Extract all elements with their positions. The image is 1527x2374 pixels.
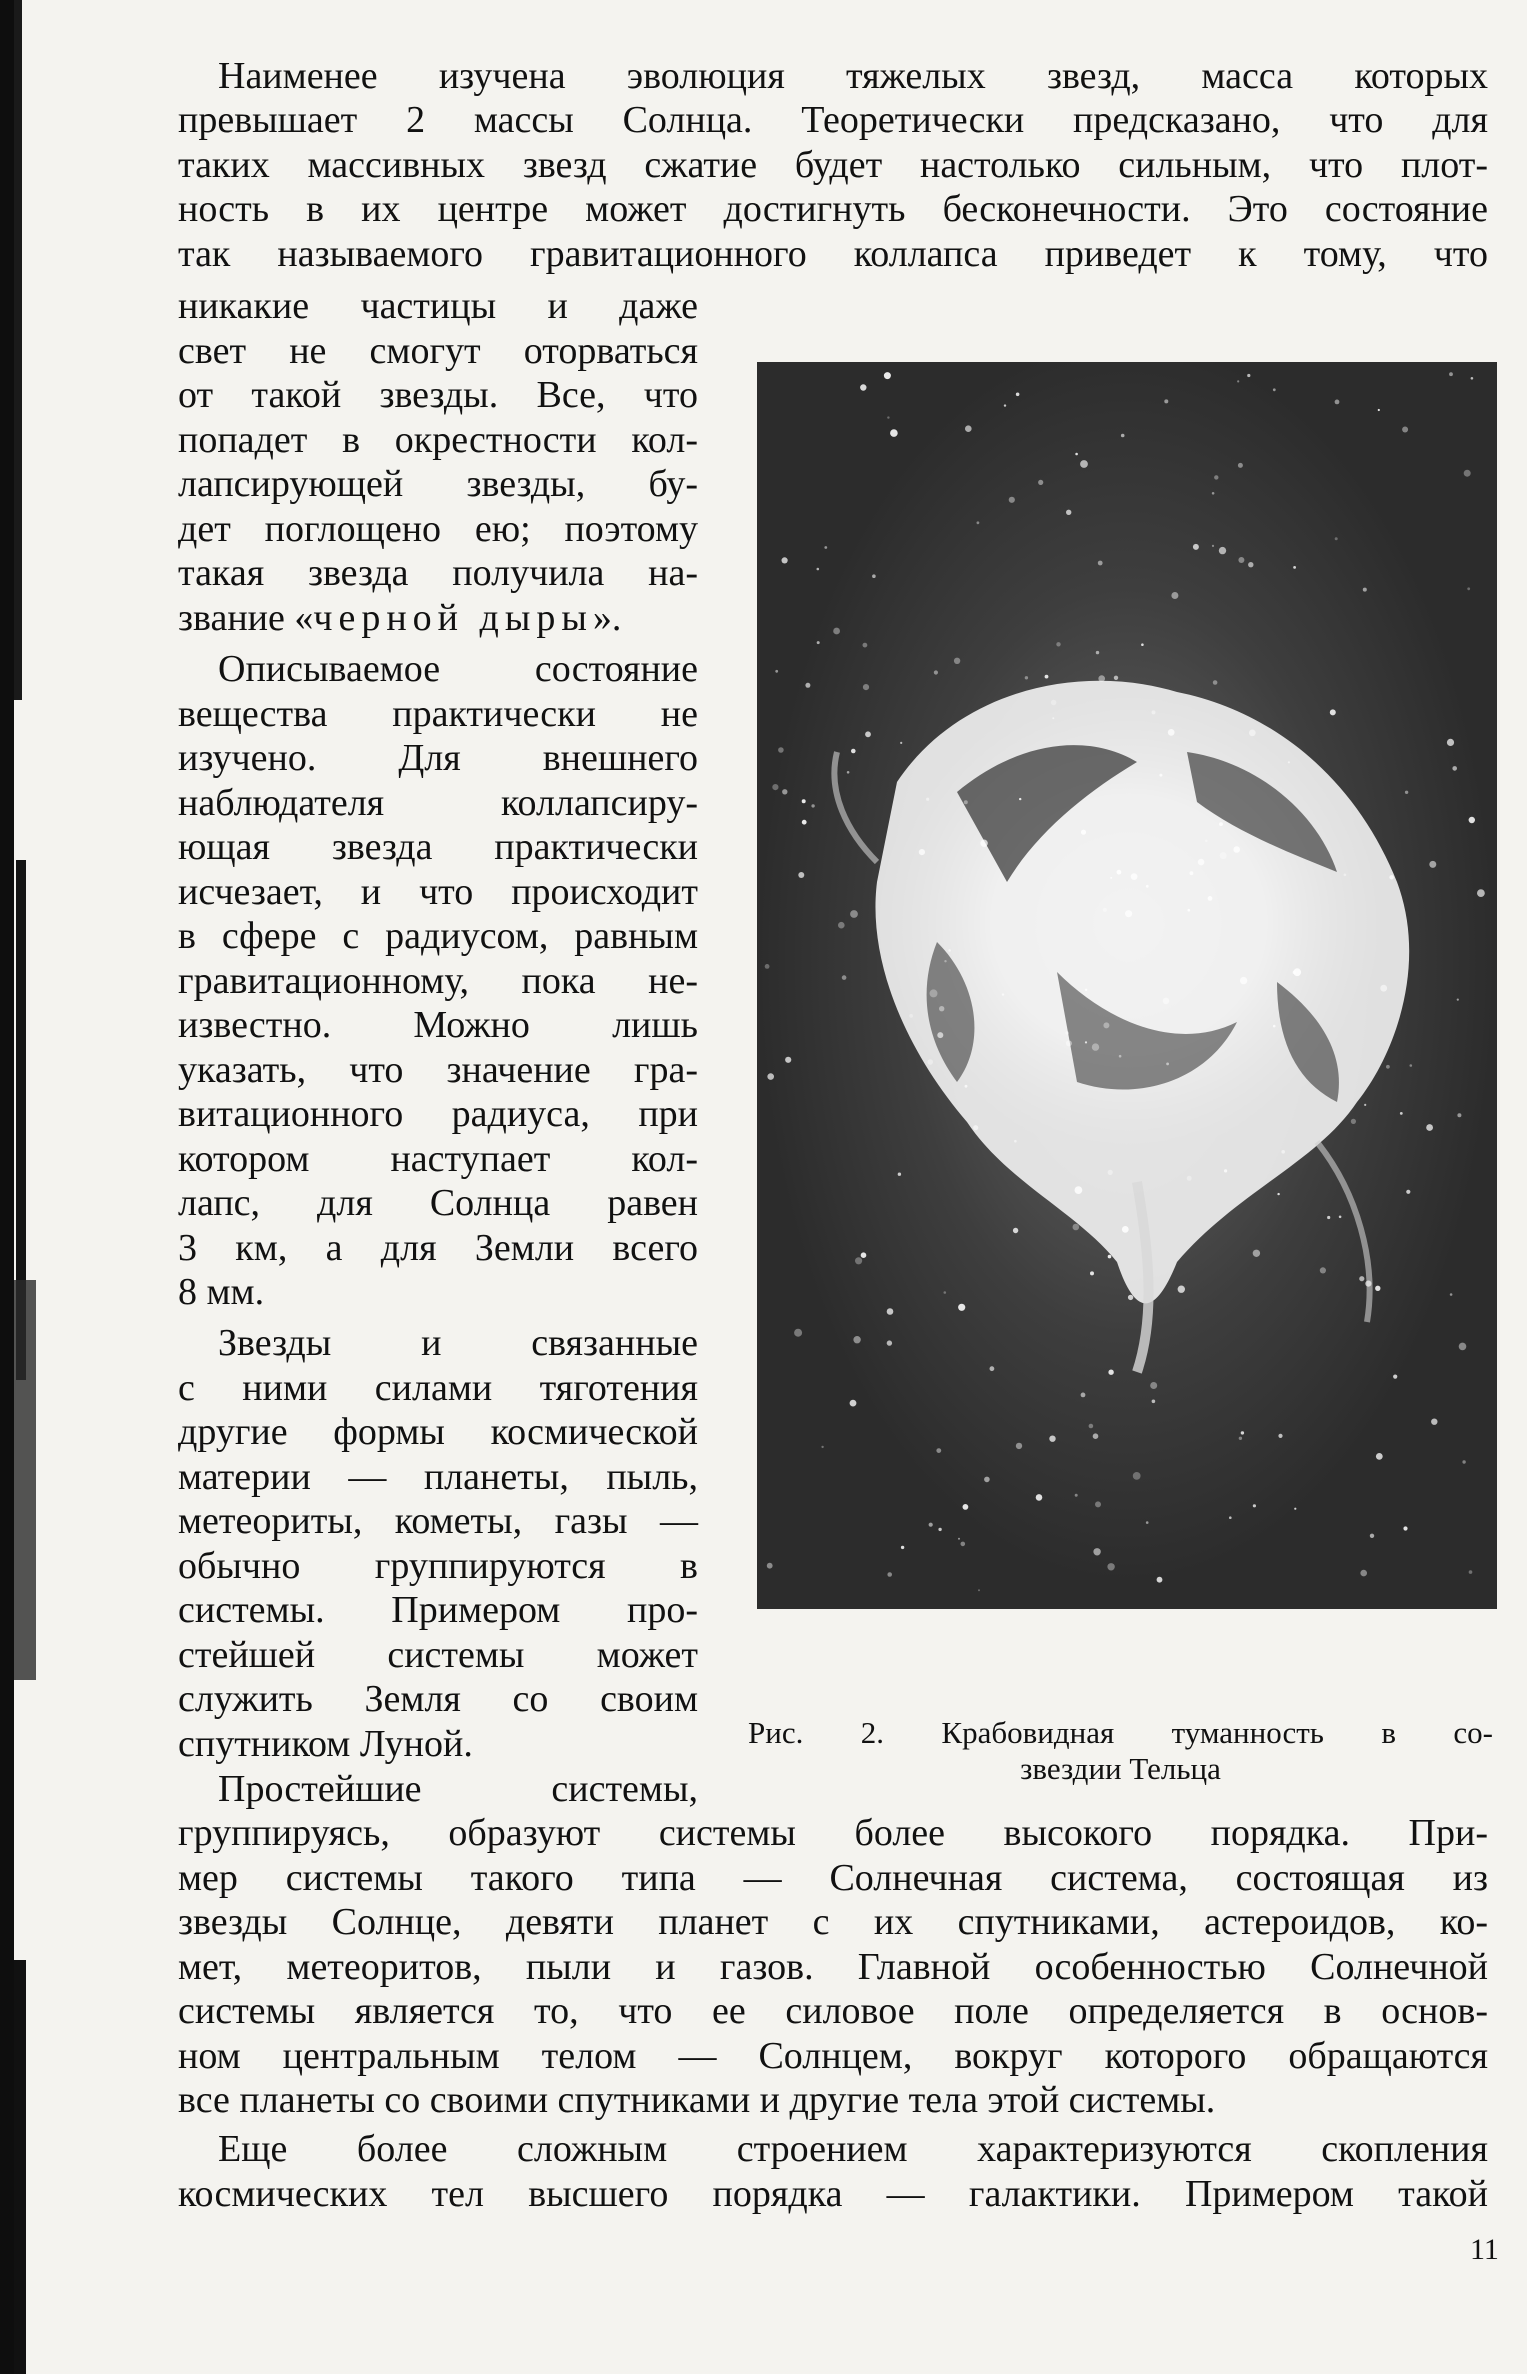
- star-dot: [1014, 1140, 1017, 1143]
- star-dot: [1188, 909, 1191, 912]
- star-dot: [1016, 1443, 1022, 1449]
- star-dot: [929, 1523, 933, 1527]
- text-line: в сфере с радиусом, равным: [178, 915, 698, 957]
- star-dot: [1360, 1570, 1367, 1577]
- star-dot: [1477, 889, 1485, 897]
- star-dot: [1081, 830, 1086, 835]
- star-dot: [1108, 1370, 1113, 1375]
- star-dot: [1320, 1267, 1326, 1273]
- star-dot: [863, 643, 868, 648]
- text-line: другие формы космической: [178, 1411, 698, 1453]
- star-dot: [1214, 475, 1218, 479]
- text-line: Простейшие системы,: [218, 1768, 698, 1810]
- text-line: Описываемое состояние: [218, 648, 698, 690]
- page-number: 11: [1470, 2233, 1499, 2266]
- star-dot: [1163, 998, 1170, 1005]
- star-dot: [1073, 1224, 1080, 1231]
- star-dot: [1004, 404, 1006, 406]
- star-dot: [1075, 453, 1078, 456]
- text-line: ющая звезда практически: [178, 826, 698, 868]
- star-dot: [934, 670, 938, 674]
- star-dot: [1085, 1041, 1087, 1043]
- star-dot: [1248, 562, 1253, 567]
- star-dot: [1187, 1176, 1192, 1181]
- text-line: Еще более сложным строением характеризуются скопления: [218, 2128, 1488, 2170]
- star-dot: [1370, 1534, 1374, 1538]
- star-dot: [1103, 908, 1107, 912]
- star-dot: [1009, 497, 1015, 503]
- star-dot: [958, 1304, 965, 1311]
- star-dot: [1237, 380, 1239, 382]
- star-dot: [927, 1059, 933, 1065]
- star-dot: [1114, 676, 1118, 680]
- text-line: системы является то, что ее силовое поле определяется в основ-: [178, 1990, 1488, 2032]
- star-dot: [1171, 592, 1178, 599]
- star-dot: [887, 1308, 894, 1315]
- star-dot: [887, 1340, 892, 1345]
- star-dot: [798, 872, 804, 878]
- star-dot: [1238, 463, 1243, 468]
- text-line: космических тел высшего порядка — галактики. Примером такой: [178, 2173, 1488, 2215]
- star-dot: [1092, 1043, 1099, 1050]
- text-line: лапс, для Солнца равен: [178, 1182, 698, 1224]
- text-line: метеориты, кометы, газы —: [178, 1500, 698, 1542]
- text-line: известно. Можно лишь: [178, 1004, 698, 1046]
- star-dot: [1103, 1022, 1109, 1028]
- star-dot: [1464, 470, 1471, 477]
- star-dot: [802, 820, 807, 825]
- star-dot: [936, 1448, 941, 1453]
- star-dot: [937, 1032, 943, 1038]
- text-line: котором наступает кол-: [178, 1138, 698, 1180]
- star-dot: [772, 784, 778, 790]
- text-line: Наименее изучена эволюция тяжелых звезд, масса которых: [218, 55, 1488, 97]
- star-dot: [855, 1257, 862, 1264]
- text-line: так называемого гравитационного коллапса приведет к тому, что: [178, 233, 1488, 275]
- star-dot: [1273, 1025, 1276, 1028]
- text-line: системы. Примером про-: [178, 1589, 698, 1631]
- star-dot: [821, 1446, 823, 1448]
- text-line: таких массивных звезд сжатие будет настолько сильным, что плот-: [178, 144, 1488, 186]
- star-dot: [1098, 675, 1105, 682]
- star-dot: [1467, 587, 1470, 590]
- star-dot: [1335, 400, 1340, 405]
- star-dot: [890, 429, 898, 437]
- star-dot: [939, 1006, 944, 1011]
- star-dot: [887, 1572, 892, 1577]
- star-dot: [765, 964, 770, 969]
- star-dot: [984, 1477, 990, 1483]
- star-dot: [1229, 1516, 1232, 1519]
- star-dot: [1178, 1286, 1185, 1293]
- star-dot: [1133, 1472, 1141, 1480]
- star-dot: [1405, 791, 1408, 794]
- text-line: мет, метеоритов, пыли и газов. Главной особенностью Солнечной: [178, 1946, 1488, 1988]
- star-dot: [1128, 1295, 1133, 1300]
- star-dot: [1146, 1521, 1149, 1524]
- star-dot: [1288, 761, 1290, 763]
- crab-nebula-photo: [757, 362, 1497, 1609]
- star-dot: [1038, 480, 1043, 485]
- star-dot: [853, 1336, 860, 1343]
- star-dot: [1045, 675, 1049, 679]
- star-dot: [1108, 1255, 1112, 1259]
- star-dot: [778, 747, 784, 753]
- star-dot: [1375, 1286, 1380, 1291]
- star-dot: [1294, 1508, 1296, 1510]
- star-dot: [1208, 896, 1213, 901]
- text-line: все планеты со своими спутниками и другие тела этой системы.: [178, 2079, 1216, 2121]
- star-dot: [980, 840, 987, 847]
- star-dot: [1146, 885, 1149, 888]
- star-dot: [850, 910, 858, 918]
- star-dot: [865, 731, 871, 737]
- star-dot: [1253, 1504, 1256, 1507]
- star-dot: [1327, 1216, 1330, 1219]
- star-dot: [1025, 676, 1028, 679]
- star-dot: [1247, 374, 1250, 377]
- star-dot: [1447, 739, 1454, 746]
- text-line: изучено. Для внешнего: [178, 737, 698, 779]
- star-dot: [1152, 1400, 1156, 1404]
- star-dot: [802, 799, 806, 803]
- star-dot: [961, 1542, 966, 1547]
- star-dot: [860, 384, 866, 390]
- star-dot: [782, 789, 787, 794]
- text-line: вещества практически не: [178, 693, 698, 735]
- star-dot: [1239, 1437, 1242, 1440]
- star-dot: [1293, 566, 1296, 569]
- text-line: звезды Солнце, девяти планет с их спутниками, астероидов, ко-: [178, 1901, 1488, 1943]
- star-dot: [1219, 822, 1223, 826]
- star-dot: [1277, 1193, 1279, 1195]
- star-dot: [1431, 1419, 1437, 1425]
- star-dot: [1056, 642, 1060, 646]
- star-dot: [884, 372, 891, 379]
- binding-edge: [0, 0, 40, 2374]
- star-dot: [1066, 1040, 1072, 1046]
- star-dot: [1213, 680, 1218, 685]
- text-line: дет поглощено ею; поэтому: [178, 508, 698, 550]
- star-dot: [1351, 1119, 1356, 1124]
- star-dot: [1093, 1433, 1099, 1439]
- text-line: ном центральным телом — Солнцем, вокруг которого обращаются: [178, 2035, 1488, 2077]
- star-dot: [901, 1546, 904, 1549]
- star-dot: [1108, 1170, 1113, 1175]
- star-dot: [847, 771, 850, 774]
- star-dot: [948, 949, 951, 952]
- star-dot: [1095, 1501, 1101, 1507]
- star-dot: [1013, 1228, 1018, 1233]
- star-dot: [1002, 993, 1004, 995]
- star-dot: [838, 922, 845, 929]
- star-dot: [1457, 1113, 1461, 1117]
- star-dot: [1233, 846, 1240, 853]
- text-line: 8 мм.: [178, 1271, 265, 1313]
- star-dot: [1019, 798, 1021, 800]
- star-dot: [1457, 999, 1459, 1001]
- star-dot: [1110, 877, 1112, 879]
- star-dot: [1364, 1104, 1366, 1106]
- star-dot: [926, 798, 929, 801]
- star-dot: [898, 1173, 901, 1176]
- star-dot: [1273, 388, 1276, 391]
- star-dot: [1426, 1124, 1433, 1131]
- star-dot: [1219, 547, 1226, 554]
- text-line-black-hole: [178, 596, 698, 640]
- star-dot: [1363, 588, 1367, 592]
- star-dot: [1119, 1055, 1122, 1058]
- star-dot: [1089, 1424, 1094, 1429]
- star-dot: [1051, 700, 1057, 706]
- star-dot: [909, 1014, 913, 1018]
- star-dot: [1403, 1526, 1407, 1530]
- star-dot: [782, 557, 788, 563]
- star-dot: [850, 1400, 857, 1407]
- star-dot: [978, 1589, 980, 1591]
- star-dot: [1052, 717, 1054, 719]
- star-dot: [1131, 873, 1138, 880]
- star-dot: [1471, 377, 1474, 380]
- star-dot: [954, 658, 960, 664]
- star-dot: [1107, 1563, 1114, 1570]
- star-dot: [1386, 1065, 1390, 1069]
- text-line: исчезает, и что происходит: [178, 871, 698, 913]
- star-dot: [794, 1329, 802, 1337]
- star-dot: [1164, 399, 1168, 403]
- star-dot: [1241, 1431, 1244, 1434]
- star-dot: [1410, 1064, 1413, 1067]
- text-line: 3 км, а для Земли всего: [178, 1227, 698, 1269]
- star-dot: [1075, 1186, 1083, 1194]
- star-dot: [1159, 774, 1162, 777]
- star-dot: [863, 684, 869, 690]
- star-dot: [990, 1366, 995, 1371]
- star-dot: [1240, 977, 1247, 984]
- black-hole-suffix: ».: [592, 597, 622, 639]
- text-line: гравитационному, пока не-: [178, 960, 698, 1002]
- star-dot: [963, 1504, 969, 1510]
- star-dot: [958, 1538, 960, 1540]
- star-dot: [964, 800, 968, 804]
- star-dot: [1066, 510, 1071, 515]
- star-dot: [887, 416, 889, 418]
- star-dot: [1469, 817, 1475, 823]
- star-dot: [1168, 729, 1175, 736]
- star-dot: [1117, 870, 1122, 875]
- text-line: попадет в окрестности кол-: [178, 419, 698, 461]
- star-dot: [811, 804, 814, 807]
- black-hole-term: черной дыры: [313, 597, 593, 639]
- star-dot: [872, 574, 876, 578]
- star-dot: [1075, 1494, 1078, 1497]
- star-dot: [965, 425, 972, 432]
- star-dot: [1359, 1276, 1364, 1281]
- text-line: группируясь, образуют системы более высокого порядка. При-: [178, 1812, 1488, 1854]
- star-dot: [977, 521, 980, 524]
- star-dot: [944, 960, 946, 962]
- star-dot: [1220, 852, 1227, 859]
- star-dot: [1150, 1382, 1157, 1389]
- text-line: мер системы такого типа — Солнечная система, состоящая из: [178, 1857, 1488, 1899]
- star-dot: [1449, 372, 1453, 376]
- star-dot: [1400, 1112, 1403, 1115]
- star-dot: [824, 546, 827, 549]
- star-dot: [1085, 989, 1087, 991]
- star-dot: [1190, 871, 1194, 875]
- star-dot: [900, 742, 902, 744]
- star-dot: [817, 641, 820, 644]
- text-line: витационного радиуса, при: [178, 1093, 698, 1135]
- text-line: от такой звезды. Все, что: [178, 374, 698, 416]
- star-dot: [1212, 545, 1214, 547]
- star-dot: [1389, 875, 1393, 879]
- text-line: материи — планеты, пыль,: [178, 1456, 698, 1498]
- star-dot: [1122, 1226, 1129, 1233]
- star-dot: [1249, 730, 1256, 737]
- star-dot: [944, 1291, 947, 1294]
- star-dot: [1125, 910, 1132, 917]
- star-dot: [919, 849, 925, 855]
- star-dot: [1193, 544, 1199, 550]
- star-dot: [1093, 1548, 1100, 1555]
- star-dot: [1016, 393, 1020, 397]
- text-line: никакие частицы и даже: [178, 285, 698, 327]
- star-dot: [1330, 709, 1336, 715]
- text-line: указать, что значение гра-: [178, 1049, 698, 1091]
- star-dot: [1459, 1343, 1467, 1351]
- star-dot: [1365, 1281, 1371, 1287]
- star-dot: [1065, 1031, 1068, 1034]
- star-dot: [1278, 1434, 1282, 1438]
- star-dot: [1141, 643, 1144, 646]
- figure-caption-line2: звездии Тельца: [1020, 1751, 1221, 1786]
- star-dot: [1462, 1460, 1465, 1463]
- star-dot: [767, 1073, 774, 1080]
- star-dot: [861, 1252, 867, 1258]
- text-line: такая звезда получила на-: [178, 552, 698, 594]
- star-dot: [1121, 434, 1125, 438]
- star-dot: [1036, 1494, 1043, 1501]
- star-dot: [851, 749, 856, 754]
- star-dot: [973, 1125, 978, 1130]
- text-line: лапсирующей звезды, бу-: [178, 463, 698, 505]
- star-dot: [1452, 766, 1457, 771]
- text-line: наблюдателя коллапсиру-: [178, 782, 698, 824]
- star-dot: [1402, 427, 1408, 433]
- star-dot: [1450, 1293, 1453, 1296]
- star-dot: [775, 670, 778, 673]
- star-dot: [767, 1563, 773, 1569]
- text-line: свет не смогут оторваться: [178, 330, 698, 372]
- star-dot: [1393, 1375, 1397, 1379]
- star-dot: [1339, 1216, 1342, 1219]
- star-dot: [1212, 492, 1215, 495]
- text-line: служить Земля со своим: [178, 1678, 698, 1720]
- star-dot: [1096, 651, 1099, 654]
- crab-nebula-image: [757, 362, 1497, 1609]
- star-dot: [805, 683, 810, 688]
- star-dot: [1238, 557, 1244, 563]
- text-line: с ними силами тяготения: [178, 1367, 698, 1409]
- star-dot: [1293, 968, 1301, 976]
- star-dot: [785, 1057, 791, 1063]
- star-dot: [1090, 1271, 1094, 1275]
- text-line: превышает 2 массы Солнца. Теоретически предсказано, что для: [178, 99, 1488, 141]
- star-dot: [833, 628, 840, 635]
- star-dot: [1198, 859, 1205, 866]
- black-hole-prefix: звание «: [178, 597, 314, 639]
- star-dot: [1253, 1250, 1260, 1257]
- star-dot: [1335, 537, 1338, 540]
- star-dot: [842, 975, 847, 980]
- text-line: стейшей системы может: [178, 1634, 698, 1676]
- star-dot: [1157, 1577, 1163, 1583]
- star-dot: [1378, 409, 1380, 411]
- star-dot: [1429, 861, 1436, 868]
- star-dot: [1166, 1063, 1169, 1066]
- star-dot: [1080, 460, 1088, 468]
- star-dot: [1081, 1393, 1086, 1398]
- star-dot: [1344, 874, 1347, 877]
- star-dot: [938, 1528, 941, 1531]
- text-line: Звезды и связанные: [218, 1322, 698, 1364]
- star-dot: [1152, 710, 1156, 714]
- star-dot: [1224, 1169, 1227, 1172]
- star-dot: [1376, 1453, 1383, 1460]
- text-line: спутником Луной.: [178, 1723, 473, 1765]
- star-dot: [1049, 1436, 1055, 1442]
- star-dot: [817, 568, 820, 571]
- text-line: ность в их центре может достигнуть бесконечности. Это состояние: [178, 188, 1488, 230]
- star-dot: [1380, 985, 1387, 992]
- star-dot: [1406, 1190, 1410, 1194]
- star-dot: [1098, 561, 1103, 566]
- figure-caption-line1: Рис. 2. Крабовидная туманность в со-: [748, 1715, 1493, 1750]
- star-dot: [965, 1085, 968, 1088]
- star-dot: [1469, 1570, 1473, 1574]
- text-line: обычно группируются в: [178, 1545, 698, 1587]
- star-dot: [930, 989, 938, 997]
- star-dot: [1205, 840, 1208, 843]
- star-dot: [1281, 1150, 1285, 1154]
